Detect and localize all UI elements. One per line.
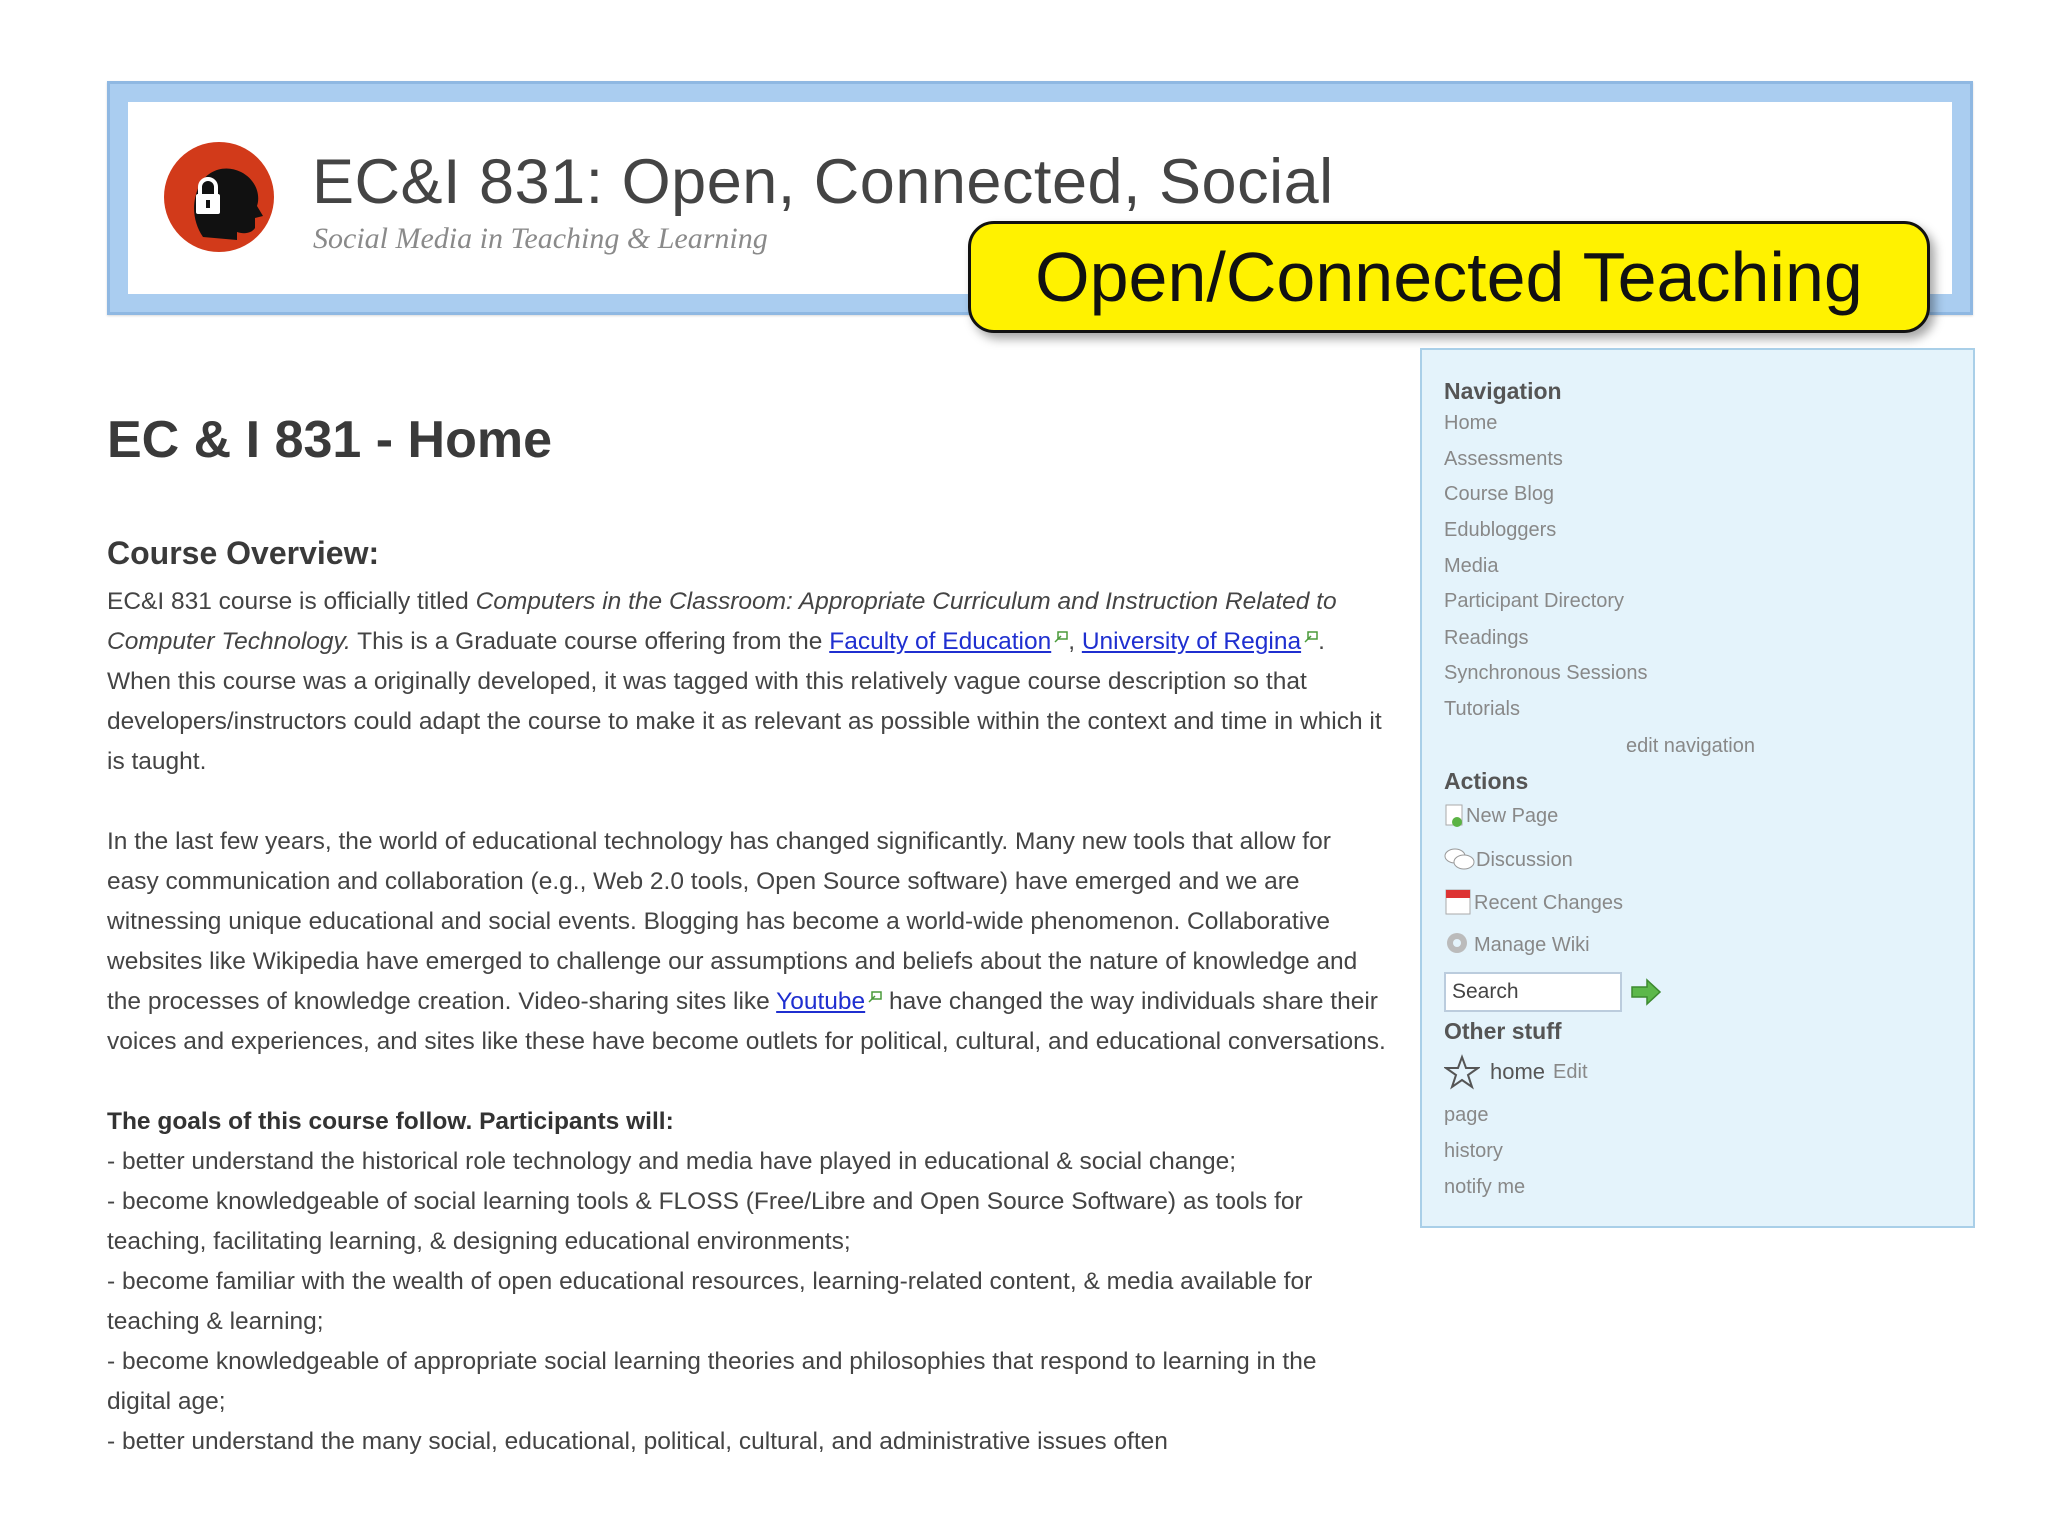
goal-item: - become knowledgeable of appropriate social learning theories and philosophies that respond to learning in the digital age; [107, 1348, 1317, 1415]
external-link-icon [1304, 631, 1318, 643]
navigation-heading: Navigation [1444, 378, 1562, 404]
nav-item-course-blog[interactable]: Course Blog [1444, 483, 1555, 505]
action-label: Discussion [1476, 848, 1573, 871]
overview-text: In the last few years, the world of educational technology has changed significantly. Many new tools that allow for easy communication and collaboration (e.g., Web 2.0 tools, Open Source software) have emerged and we are witnessing unique educational and social events. Blogging has become a world-wide phenomenon. Collaborative websites like Wikipedia have emerged to challenge our assumptions and beliefs about the nature of knowledge and the processes of knowledge creation. Video-sharing sites like [107, 828, 1358, 1015]
overview-text: . When this course was a originally developed, it was tagged with this relatively vague course description so that developers/instructors could adapt the course to make it as relevant as possible within the context and time in which it is taught. [107, 628, 1382, 775]
course-official-title: Computers in the Classroom: Appropriate Curriculum and Instruction Related to Computer Technology. [107, 588, 1337, 655]
gear-icon [1444, 930, 1474, 960]
university-of-regina-link[interactable]: University of Regina [1081, 628, 1302, 655]
overview-text: , [1068, 628, 1082, 655]
callout-label: Open/Connected Teaching [968, 221, 1930, 333]
course-overview-heading: Course Overview: [107, 535, 380, 571]
faculty-of-education-link[interactable]: Faculty of Education [829, 628, 1052, 655]
nav-item-edubloggers[interactable]: Edubloggers [1444, 519, 1557, 541]
go-arrow-icon[interactable] [1629, 977, 1663, 1007]
lock-head-logo-icon[interactable] [163, 142, 281, 252]
goal-item: - become familiar with the wealth of open educational resources, learning-related content, & media available for teaching & learning; [107, 1268, 1313, 1335]
nav-item-home[interactable]: Home [1444, 412, 1498, 434]
nav-item-readings[interactable]: Readings [1444, 627, 1529, 649]
nav-item-synchronous-sessions[interactable]: Synchronous Sessions [1444, 662, 1648, 684]
external-link-icon [1054, 631, 1068, 643]
overview-text: have changed the way individuals share their voices and experiences, and sites like these have become outlets for political, cultural, and educational conversations. [107, 988, 1386, 1055]
youtube-link[interactable]: Youtube [776, 988, 866, 1015]
edit-page-link-continued[interactable]: page [1444, 1104, 1489, 1126]
nav-item-tutorials[interactable]: Tutorials [1444, 698, 1520, 720]
action-label: New Page [1466, 804, 1559, 827]
other-stuff-heading: Other stuff [1444, 1018, 1562, 1044]
discussion-icon [1444, 847, 1476, 873]
sidebar [1420, 348, 1975, 1228]
goals-heading: The goals of this course follow. Participants will: [107, 1108, 674, 1135]
action-label: Recent Changes [1474, 891, 1623, 914]
overview-paragraph-2 [107, 822, 1387, 1062]
overview-paragraph-1 [107, 582, 1387, 782]
calendar-icon [1444, 888, 1474, 918]
site-subtitle: Social Media in Teaching & Learning [313, 222, 768, 255]
main-content [107, 532, 1387, 1462]
overview-text: EC&I 831 course is officially titled [107, 588, 476, 615]
action-manage-wiki[interactable] [1444, 930, 1590, 960]
nav-item-assessments[interactable]: Assessments [1444, 448, 1563, 470]
nav-item-media[interactable]: Media [1444, 555, 1499, 577]
star-icon[interactable] [1444, 1054, 1480, 1090]
home-label: home [1490, 1059, 1546, 1084]
goal-item: - better understand the many social, educational, political, cultural, and administrative issues often [107, 1428, 1168, 1455]
notify-me-link[interactable]: notify me [1444, 1176, 1526, 1198]
page-title: EC & I 831 - Home [107, 411, 553, 469]
nav-item-participant-directory[interactable]: Participant Directory [1444, 590, 1625, 612]
site-title: EC&I 831: Open, Connected, Social [312, 147, 1334, 217]
action-discussion[interactable] [1444, 847, 1573, 873]
new-page-icon [1444, 804, 1466, 828]
goal-item: - become knowledgeable of social learning tools & FLOSS (Free/Libre and Open Source Software) as tools for teaching, facilitating learning, & designing educational environments; [107, 1188, 1303, 1255]
action-label: Manage Wiki [1474, 933, 1590, 956]
search-input[interactable] [1444, 972, 1622, 1012]
home-favorite-row [1444, 1054, 1588, 1090]
history-link[interactable]: history [1444, 1140, 1503, 1162]
goal-item: - better understand the historical role technology and media have played in educational & social change; [107, 1148, 1237, 1175]
edit-page-link[interactable]: Edit [1553, 1060, 1588, 1083]
edit-navigation-link[interactable]: edit navigation [1626, 735, 1755, 757]
action-recent-changes[interactable] [1444, 888, 1623, 918]
overview-text: This is a Graduate course offering from the [350, 628, 830, 655]
action-new-page[interactable] [1444, 804, 1558, 828]
actions-heading: Actions [1444, 768, 1529, 794]
external-link-icon [868, 991, 882, 1003]
